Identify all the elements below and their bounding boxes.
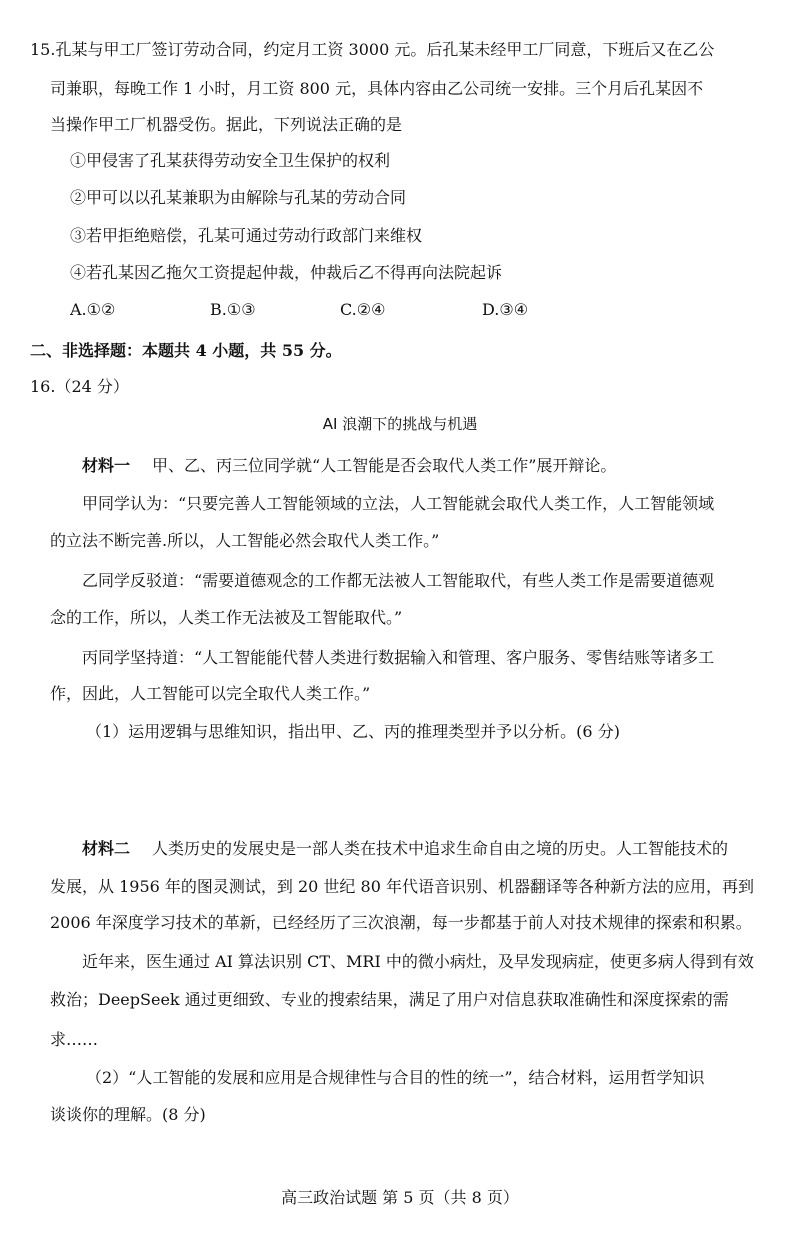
q16-question-2-line-1: （2）“人工智能的发展和应用是合规律性与合目的性的统一”，结合材料，运用哲学知识 — [86, 1068, 705, 1087]
material2-para2-line-3: 求…… — [50, 1030, 99, 1049]
material1-bing-line-1: 丙同学坚持道：“人工智能能代替人类进行数据输入和管理、客户服务、零售结账等诸多工 — [82, 648, 715, 667]
q15-statement-3: ③若甲拒绝赔偿，孔某可通过劳动行政部门来维权 — [70, 226, 423, 245]
material1-jia-line-2: 的立法不断完善.所以，人工智能必然会取代人类工作。” — [50, 531, 440, 550]
q16-label: 16.（24 分） — [30, 377, 129, 396]
material2-para2-line-1: 近年来，医生通过 AI 算法识别 CT、MRI 中的微小病灶，及早发现病症，使更多病人得到有效 — [82, 952, 754, 971]
q15-option-b: B.①③ — [210, 300, 256, 319]
material1-label: 材料一 — [82, 456, 131, 475]
material2-para2-line-2: 救治；DeepSeek 通过更细致、专业的搜索结果，满足了用户对信息获取准确性和深度探索的需 — [50, 990, 729, 1009]
material1-intro: 甲、乙、丙三位同学就“人工智能是否会取代人类工作”展开辩论。 — [152, 456, 617, 475]
section-heading: 二、非选择题：本题共 4 小题，共 55 分。 — [30, 341, 342, 360]
q16-question-2-line-2: 谈谈你的理解。(8 分) — [50, 1105, 206, 1124]
page-footer: 高三政治试题 第 5 页（共 8 页） — [281, 1188, 519, 1207]
material2-para1-line-3: 2006 年深度学习技术的革新，已经经历了三次浪潮，每一步都基于前人对技术规律的探索和积累。 — [50, 913, 752, 932]
q15-option-a: A.①② — [70, 300, 116, 319]
q16-title: AI 浪潮下的挑战与机遇 — [322, 415, 478, 433]
material1-yi-line-1: 乙同学反驳道：“需要道德观念的工作都无法被人工智能取代，有些人类工作是需要道德观 — [82, 571, 715, 590]
q15-options — [70, 300, 630, 322]
q15-option-d: D.③④ — [482, 300, 529, 319]
material1-bing-line-2: 作，因此，人工智能可以完全取代人类工作。” — [50, 684, 371, 703]
q16-question-1: （1）运用逻辑与思维知识，指出甲、乙、丙的推理类型并予以分析。(6 分) — [86, 722, 620, 741]
q15-statement-4: ④若孔某因乙拖欠工资提起仲裁，仲裁后乙不得再向法院起诉 — [70, 263, 503, 282]
material2-label: 材料二 — [82, 839, 131, 858]
q15-stem-line-3: 当操作甲工厂机器受伤。据此，下列说法正确的是 — [50, 115, 403, 134]
material2-para1-line-2: 发展，从 1956 年的图灵测试，到 20 世纪 80 年代语音识别、机器翻译等各种新方法的应用，再到 — [50, 877, 754, 896]
q15-statement-1: ①甲侵害了孔某获得劳动安全卫生保护的权利 — [70, 151, 391, 170]
material1-yi-line-2: 念的工作，所以，人类工作无法被及工智能取代。” — [50, 608, 403, 627]
q15-stem-line-1: 15.孔某与甲工厂签订劳动合同，约定月工资 3000 元。后孔某未经甲工厂同意，下班后又在乙公 — [30, 40, 715, 59]
q15-statement-2: ②甲可以以孔某兼职为由解除与孔某的劳动合同 — [70, 188, 407, 207]
q15-stem-line-2: 司兼职，每晚工作 1 小时，月工资 800 元，具体内容由乙公司统一安排。三个月后孔某因不 — [50, 79, 704, 98]
material2-para1-line-1: 人类历史的发展史是一部人类在技术中追求生命自由之境的历史。人工智能技术的 — [152, 839, 729, 858]
material1-jia-line-1: 甲同学认为：“只要完善人工智能领域的立法，人工智能就会取代人类工作，人工智能领域 — [82, 494, 715, 513]
q15-option-c: C.②④ — [340, 300, 386, 319]
